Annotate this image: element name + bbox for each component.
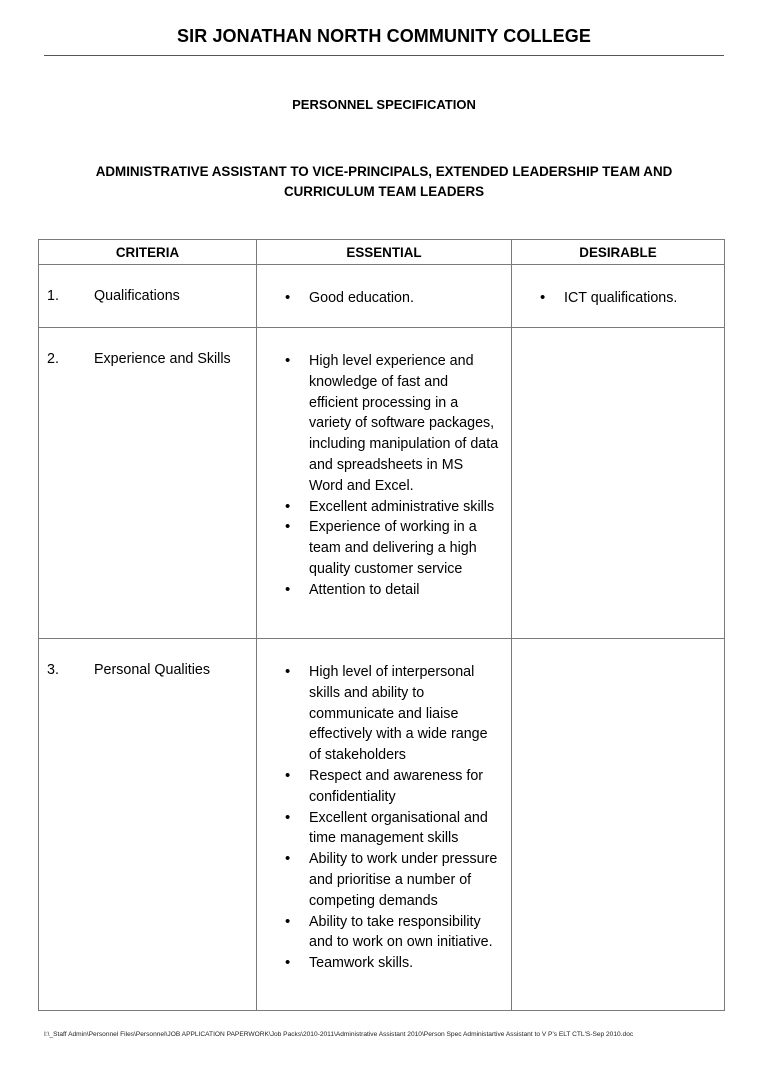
essential-cell	[257, 639, 512, 1011]
list-item: • Ability to work under pressure and prioritise a number of competing demands	[309, 849, 501, 911]
criterion-number: 1.	[47, 288, 59, 304]
desirable-header: DESIRABLE	[512, 240, 725, 265]
college-name: SIR JONATHAN NORTH COMMUNITY COLLEGE	[177, 26, 591, 46]
table-row	[39, 639, 725, 1011]
list-item: • Ability to take responsibility and to work on own initiative.	[309, 912, 501, 954]
table-row	[39, 328, 725, 639]
criterion-label: Experience and Skills	[94, 351, 231, 367]
list-item: • Excellent organisational and time management skills	[309, 808, 501, 850]
list-item: • Excellent administrative skills	[309, 497, 501, 518]
essential-list	[257, 265, 511, 309]
desirable-cell	[512, 265, 725, 328]
list-item: • ICT qualifications.	[564, 288, 714, 309]
desirable-cell	[512, 639, 725, 1011]
list-item: • Attention to detail	[309, 580, 501, 601]
essential-list	[257, 328, 511, 601]
criterion-number: 3.	[47, 662, 59, 678]
desirable-list	[512, 265, 724, 309]
header-divider	[44, 55, 724, 56]
essential-cell	[257, 328, 512, 639]
essential-cell	[257, 265, 512, 328]
criteria-cell	[39, 639, 257, 1011]
document-heading: PERSONNEL SPECIFICATION	[292, 97, 476, 112]
personnel-spec-table	[38, 239, 725, 1011]
criteria-cell	[39, 328, 257, 639]
criterion-label: Personal Qualities	[94, 662, 211, 678]
essential-header: ESSENTIAL	[257, 240, 512, 265]
list-item: • Respect and awareness for confidentiality	[309, 766, 501, 808]
criterion-label: Qualifications	[94, 288, 180, 304]
list-item: • Teamwork skills.	[309, 953, 501, 974]
table-row	[39, 265, 725, 328]
list-item: • Experience of working in a team and delivering a high quality customer service	[309, 517, 501, 579]
list-item: • High level of interpersonal skills and ability to communicate and liaise effectively with a wide range of stakeholders	[309, 662, 501, 766]
criteria-header: CRITERIA	[39, 240, 257, 265]
list-item: • High level experience and knowledge of fast and efficient processing in a variety of software packages, including manipulation of data and spreadsheets in MS Word and Excel.	[309, 351, 501, 497]
essential-list	[257, 639, 511, 974]
job-title: ADMINISTRATIVE ASSISTANT TO VICE-PRINCIPALS, EXTENDED LEADERSHIP TEAM AND CURRICULUM TEAM LEADERS	[95, 164, 673, 199]
criterion-number: 2.	[47, 351, 59, 367]
table-header-row	[39, 240, 725, 265]
footer-file-path: I:\_Staff Admin\Personnel Files\Personnel\JOB APPLICATION PAPERWORK\Job Packs\2010-2011\Administrative Assistant 2010\Person Spec Administartive Assistant to V P's ELT CTL'S-Sep 2010.doc	[44, 1031, 634, 1038]
list-item: • Good education.	[309, 288, 501, 309]
criteria-cell	[39, 265, 257, 328]
desirable-cell	[512, 328, 725, 639]
